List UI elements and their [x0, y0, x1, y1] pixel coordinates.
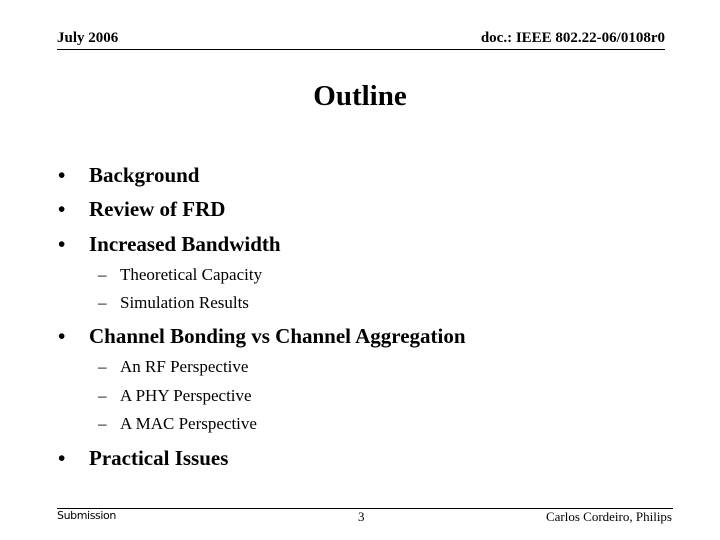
- page-number: 3: [358, 509, 365, 524]
- sub-item-phy-perspective: [98, 386, 252, 406]
- bullet-item-background: [58, 163, 200, 187]
- sub-item-simulation-results: [98, 293, 249, 313]
- sub-marker: –: [98, 265, 107, 284]
- footer-submission: Submission: [57, 509, 116, 522]
- bullet-marker: •: [58, 324, 66, 348]
- bullet-marker: •: [58, 446, 66, 470]
- sub-marker: –: [98, 357, 107, 376]
- sub-item-rf-perspective: [98, 357, 248, 377]
- sub-label: An RF Perspective: [120, 357, 249, 376]
- bullet-label: Background: [89, 163, 200, 187]
- bullet-item-practical-issues: [58, 446, 228, 470]
- sub-item-mac-perspective: [98, 414, 257, 434]
- footer-author: Carlos Cordeiro, Philips: [545, 509, 672, 524]
- bullet-item-review-frd: [58, 197, 225, 221]
- bullet-label: Channel Bonding vs Channel Aggregation: [89, 324, 466, 348]
- sub-label: Theoretical Capacity: [120, 265, 263, 284]
- header-date: July 2006: [57, 30, 119, 46]
- bullet-label: Practical Issues: [89, 446, 229, 470]
- bullet-marker: •: [58, 232, 66, 256]
- sub-item-theoretical-capacity: [98, 265, 262, 285]
- bullet-marker: •: [58, 163, 66, 187]
- sub-marker: –: [98, 386, 107, 405]
- bullet-label: Review of FRD: [89, 197, 226, 221]
- sub-marker: –: [98, 414, 107, 433]
- sub-marker: –: [98, 293, 107, 312]
- header-doc-id: doc.: IEEE 802.22-06/0108r0: [480, 30, 665, 46]
- sub-label: Simulation Results: [120, 293, 249, 312]
- header-rule: [57, 49, 665, 50]
- sub-label: A MAC Perspective: [120, 414, 257, 433]
- bullet-item-channel-bonding: [58, 324, 466, 348]
- bullet-marker: •: [58, 197, 66, 221]
- sub-label: A PHY Perspective: [120, 386, 252, 405]
- bullet-item-increased-bandwidth: [58, 232, 281, 256]
- slide-title: Outline: [313, 80, 407, 112]
- bullet-label: Increased Bandwidth: [89, 232, 281, 256]
